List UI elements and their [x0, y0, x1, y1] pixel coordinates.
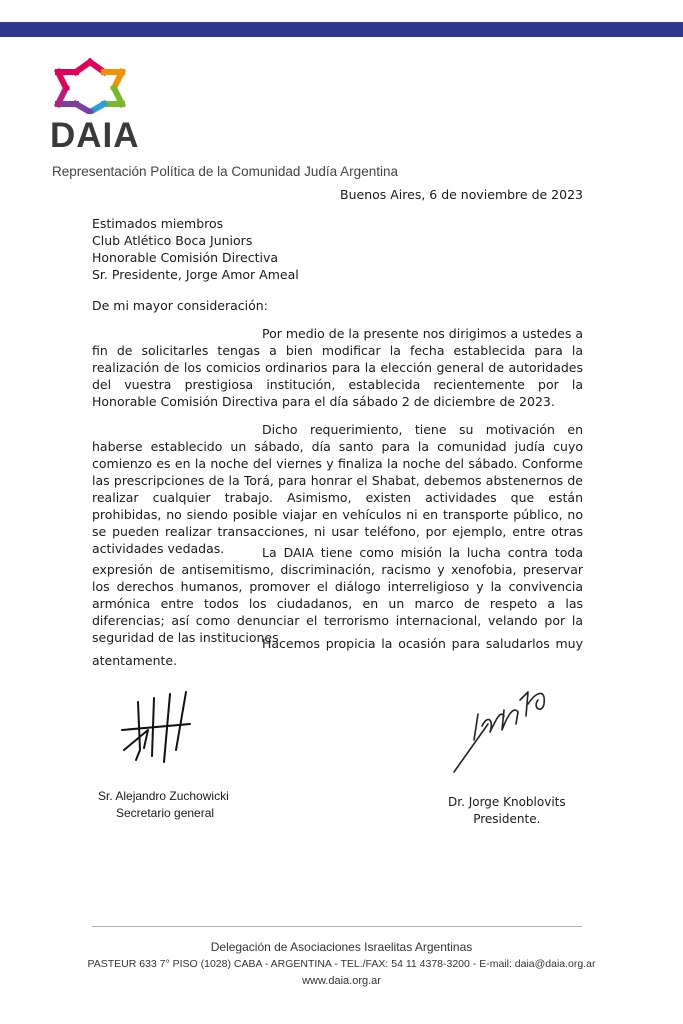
recipient-line: Sr. Presidente, Jorge Amor Ameal: [92, 267, 299, 282]
logo-wordmark: DAIA: [50, 116, 140, 155]
daia-star-logo-icon: [52, 58, 128, 114]
paragraph-1: Por medio de la presente nos dirigimos a ustedes a fin de solicitarles tengas a bien modificar la fecha establecida para la realización de los comicios ordinarios para la elección general de autoridades del vuestra prestigiosa institución, establecida recientemente por la Honorable Comisión Directiva para el día sábado 2 de diciembre de 2023.: [92, 326, 583, 409]
paragraph-2: Dicho requerimiento, tiene su motivación en haberse establecido un sábado, día santo para la comunidad judía cuyo comienzo es en la noche del viernes y finaliza la noche del sábado. Conforme las prescripciones de la Torá, para honrar el Shabat, debemos abstenernos de realizar cualquier trabajo. Asimismo, existen actividades que están prohibidas, no siendo posible viajar en vehículos ni en transporte público, no se pueden realizar transacciones, ni usar teléfono, por ejemplo, entre otras actividades vedadas.: [92, 422, 583, 556]
handwritten-signature-right: [448, 680, 558, 780]
signatory-name: Dr. Jorge Knoblovits: [448, 795, 566, 809]
handwritten-signature-left: [118, 690, 198, 770]
footer-divider: [92, 926, 582, 927]
organization-tagline: Representación Política de la Comunidad Judía Argentina: [52, 164, 398, 179]
signatory-title: Presidente.: [473, 812, 541, 826]
recipient-block: [92, 215, 299, 283]
signatory-right: [448, 794, 566, 828]
header-color-bar: [0, 22, 683, 37]
letter-date: Buenos Aires, 6 de noviembre de 2023: [340, 187, 583, 202]
signatory-left: [98, 788, 229, 822]
footer-address: PASTEUR 633 7° PISO (1028) CABA - ARGENTINA - TEL./FAX: 54 11 4378-3200 - E-mail: daia@daia.org.ar: [87, 958, 596, 970]
salutation: De mi mayor consideración:: [92, 298, 268, 313]
footer-organization: Delegación de Asociaciones Israelitas Argentinas: [210, 940, 473, 954]
recipient-line: Estimados miembros: [92, 216, 224, 231]
paragraph-3: La DAIA tiene como misión la lucha contra toda expresión de antisemitismo, discriminación, racismo y xenofobia, preservar los derechos humanos, promover el diálogo interreligioso y la convivencia armónica entre todos los ciudadanos, en un marco de respeto a las diferencias; así como denunciar el terrorismo internacional, velando por la seguridad de las instituciones: [92, 545, 583, 645]
recipient-line: Honorable Comisión Directiva: [92, 250, 278, 265]
signatory-name: Sr. Alejandro Zuchowicki: [98, 789, 229, 803]
paragraph-4: Hacemos propicia la ocasión para saludarlos muy atentamente.: [92, 636, 583, 668]
footer-website: www.daia.org.ar: [302, 975, 381, 987]
recipient-line: Club Atlético Boca Juniors: [92, 233, 253, 248]
signatory-title: Secretario general: [116, 806, 215, 820]
